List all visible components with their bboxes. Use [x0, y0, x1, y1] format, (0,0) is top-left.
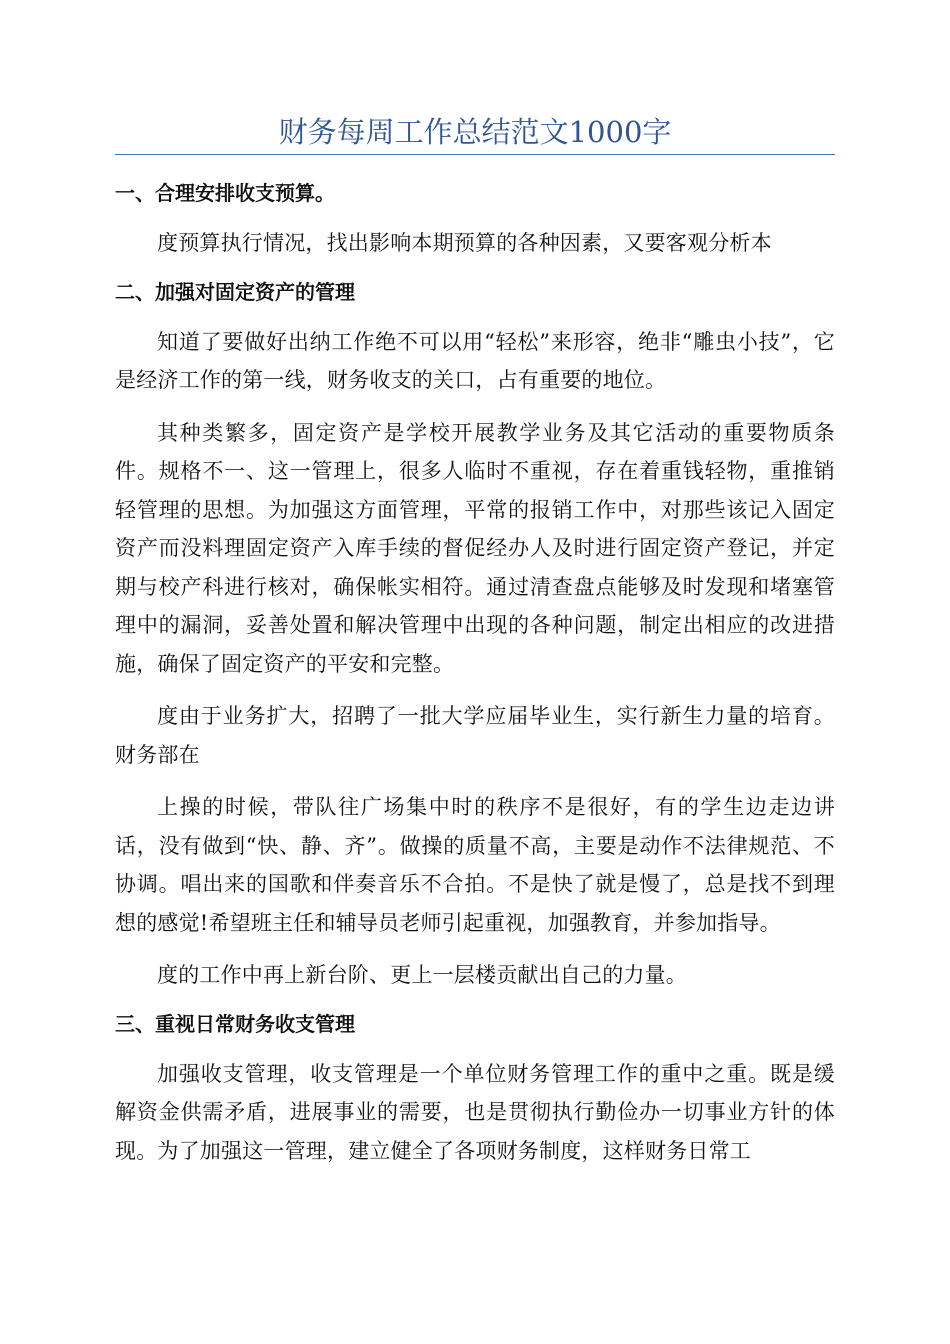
document-body: [115, 172, 835, 1184]
paragraph: 度的工作中再上新台阶、更上一层楼贡献出自己的力量。: [157, 963, 687, 987]
title-underline: [115, 154, 835, 155]
paragraph: 加强收支管理，收支管理是一个单位财务管理工作的重中之重。既是缓解资金供需矛盾，进展事业的需要，也是贯彻执行勤俭办一切事业方针的体现。为了加强这一管理，建立健全了各项财务制度，这样财务日常工: [115, 1061, 835, 1163]
document-title: 财务每周工作总结范文1000字: [278, 115, 672, 149]
section-heading: 二、加强对固定资产的管理: [115, 279, 355, 304]
paragraph: 度由于业务扩大，招聘了一批大学应届毕业生，实行新生力量的培育。财务部在: [115, 704, 835, 767]
paragraph: 知道了要做好出纳工作绝不可以用“轻松”来形容，绝非“雕虫小技”，它是经济工作的第一线，财务收支的关口，占有重要的地位。: [115, 329, 835, 392]
section-heading: 三、重视日常财务收支管理: [115, 1011, 355, 1036]
section-heading: 一、合理安排收支预算。: [115, 181, 335, 205]
paragraph: 上操的时候，带队往广场集中时的秩序不是很好，有的学生边走边讲话，没有做到“快、静、齐”。做操的质量不高，主要是动作不法律规范、不协调。唱出来的国歌和伴奏音乐不合拍。不是快了就是慢了，总是找不到理想的感觉!希望班主任和辅导员老师引起重视，加强教育，并参加指导。: [115, 795, 835, 935]
paragraph: 度预算执行情况，找出影响本期预算的各种因素，又要客观分析本: [157, 231, 772, 255]
paragraph: 其种类繁多，固定资产是学校开展教学业务及其它活动的重要物质条件。规格不一、这一管理上，很多人临时不重视，存在着重钱轻物，重推销轻管理的思想。为加强这方面管理，平常的报销工作中，对那些该记入固定资产而没料理固定资产入库手续的督促经办人及时进行固定资产登记，并定期与校产科进行核对，确保帐实相符。通过清查盘点能够及时发现和堵塞管理中的漏洞，妥善处置和解决管理中出现的各种问题，制定出相应的改进措施，确保了固定资产的平安和完整。: [115, 420, 835, 676]
